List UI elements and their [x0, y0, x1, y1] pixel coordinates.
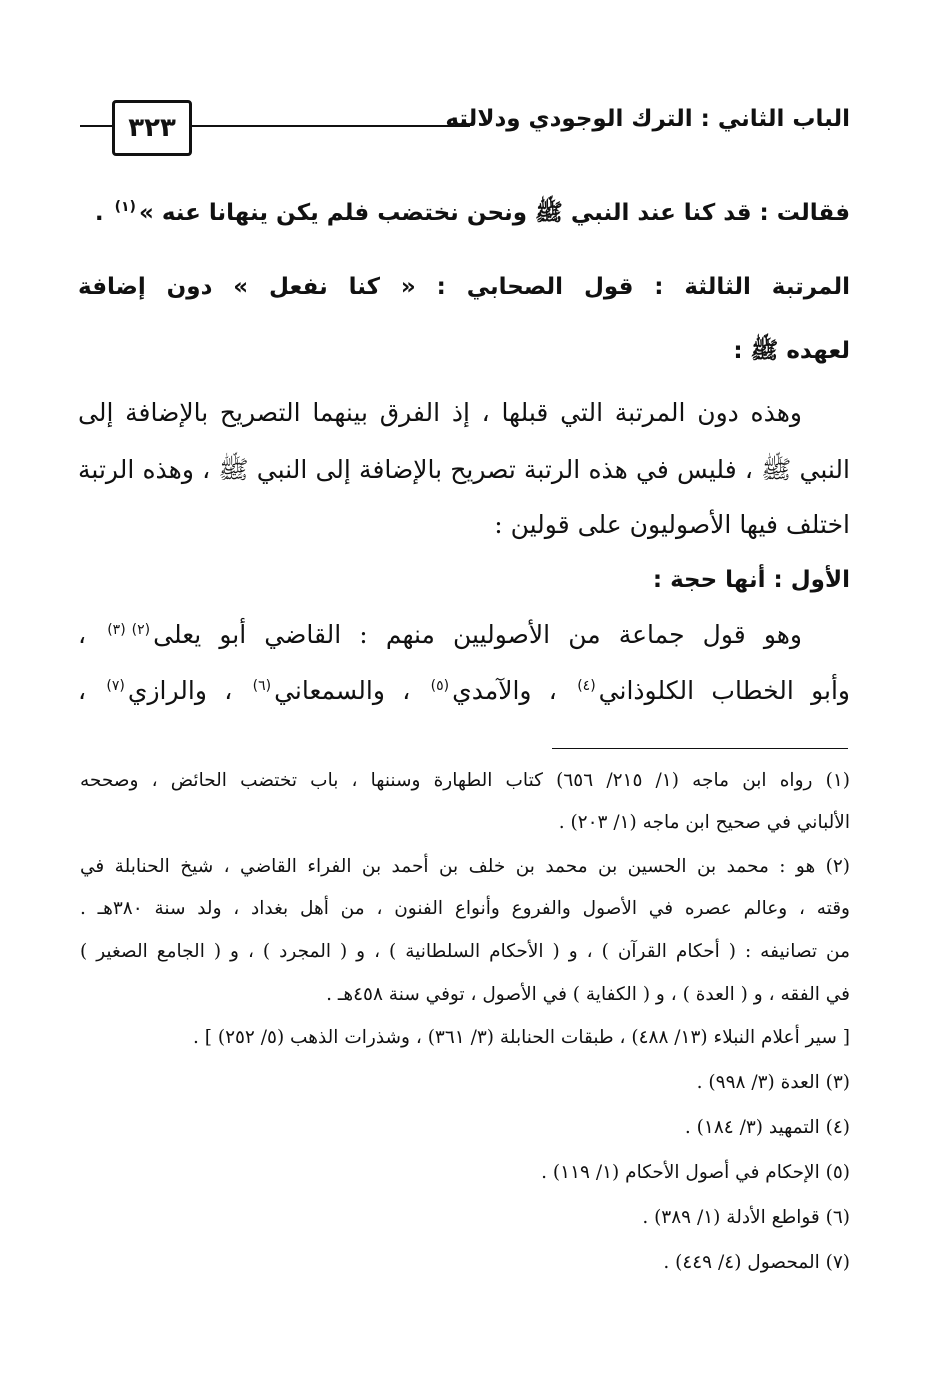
- name-kalwadhani: وأبو الخطاب الكلوذاني: [598, 676, 850, 705]
- quote-text: فقالت : قد كنا عند النبي ﷺ ونحن نختضب فلم يكن ينهانا عنه »: [138, 200, 850, 226]
- footnote-ref-2: (٢): [131, 621, 151, 638]
- paragraph-1-line-1-text: وهذه دون المرتبة التي قبلها ، إذ الفرق بينهما التصريح بالإضافة إلى: [78, 398, 802, 427]
- footnote-3: (٣) العدة (٣/ ٩٩٨) .: [696, 1072, 850, 1093]
- paragraph-1-line-1: [78, 398, 850, 427]
- footnote-2-line-2: وقته ، وعالم عصره في الأصول والفروع وأنواع الفنون ، من أهل بغداد ، ولد سنة ٣٨٠هـ .: [80, 898, 850, 919]
- footnote-1-line-2: الألباني في صحيح ابن ماجه (١/ ٢٠٣) .: [558, 812, 850, 833]
- page-number: [112, 100, 192, 156]
- name-amidi: ، والآمدي: [452, 676, 557, 705]
- subheading-first-opinion: الأول : أنها حجة :: [652, 567, 850, 593]
- footnote-ref-7: (٧): [106, 677, 125, 694]
- paragraph-1-line-3: اختلف فيها الأصوليون على قولين :: [494, 510, 850, 539]
- footnote-2-line-1: (٢) هو : محمد بن الحسين بن محمد بن خلف بن أحمد بن الفراء القاضي ، شيخ الحنابلة في: [80, 856, 850, 877]
- footnote-separator: [552, 748, 848, 749]
- footnote-ref-5: (٥): [430, 677, 450, 694]
- footnote-ref-3: (٣): [107, 621, 126, 638]
- footnote-ref-4: (٤): [577, 677, 596, 694]
- paragraph-2-line-2: [78, 676, 850, 705]
- footnote-ref-6: (٦): [252, 677, 272, 694]
- footnote-2-line-3: من تصانيفه : ( أحكام القرآن ) ، و ( الأحكام السلطانية ) ، و ( المجرد ) ، و ( الجامع الصغير ): [80, 941, 850, 962]
- paragraph-1-line-2: النبي ﷺ ، فليس في هذه الرتبة تصريح بالإضافة إلى النبي ﷺ ، وهذه الرتبة: [78, 455, 850, 484]
- footnote-1-line-1: (١) رواه ابن ماجه (١/ ٢١٥/ ٦٥٦) كتاب الطهارة وسننها ، باب تختضب الحائض ، وصححه: [80, 770, 850, 791]
- comma: ،: [78, 620, 87, 649]
- header-rule-end: [80, 125, 110, 127]
- body-line-1: [95, 198, 850, 232]
- comma: ،: [78, 676, 87, 705]
- footnote-2-line-4: في الفقه ، و ( العدة ) ، و ( الكفاية ) في الأصول ، توفي سنة ٤٥٨هـ .: [326, 984, 850, 1005]
- footnote-6: (٦) قواطع الأدلة (١/ ٣٨٩) .: [642, 1207, 850, 1228]
- chapter-title: الباب الثاني : الترك الوجودي ودلالته: [445, 106, 850, 132]
- page-number-text: ٣٢٣: [128, 113, 176, 143]
- footnote-4: (٤) التمهيد (٣/ ١٨٤) .: [684, 1117, 850, 1138]
- footnote-5: (٥) الإحكام في أصول الأحكام (١/ ١١٩) .: [541, 1162, 850, 1183]
- footnote-ref-1: (١): [114, 199, 136, 216]
- paragraph-2-line-1-text: وهو قول جماعة من الأصوليين منهم : القاضي أبو يعلى: [153, 620, 802, 649]
- section-heading-line-1: المرتبة الثالثة : قول الصحابي : « كنا نفعل » دون إضافة: [78, 274, 850, 300]
- name-razi: ، والرازي: [127, 676, 233, 705]
- section-heading-line-2: لعهده ﷺ :: [733, 338, 850, 364]
- period: .: [94, 200, 104, 226]
- name-samani: ، والسمعاني: [274, 676, 411, 705]
- footnote-2-line-5: [ سير أعلام النبلاء (١٣/ ٤٨٨) ، طبقات الحنابلة (٣/ ٣٦١) ، وشذرات الذهب (٥/ ٢٥٢) ] .: [192, 1027, 850, 1048]
- paragraph-2-line-1: [78, 620, 850, 649]
- footnote-7: (٧) المحصول (٤/ ٤٤٩) .: [663, 1252, 850, 1273]
